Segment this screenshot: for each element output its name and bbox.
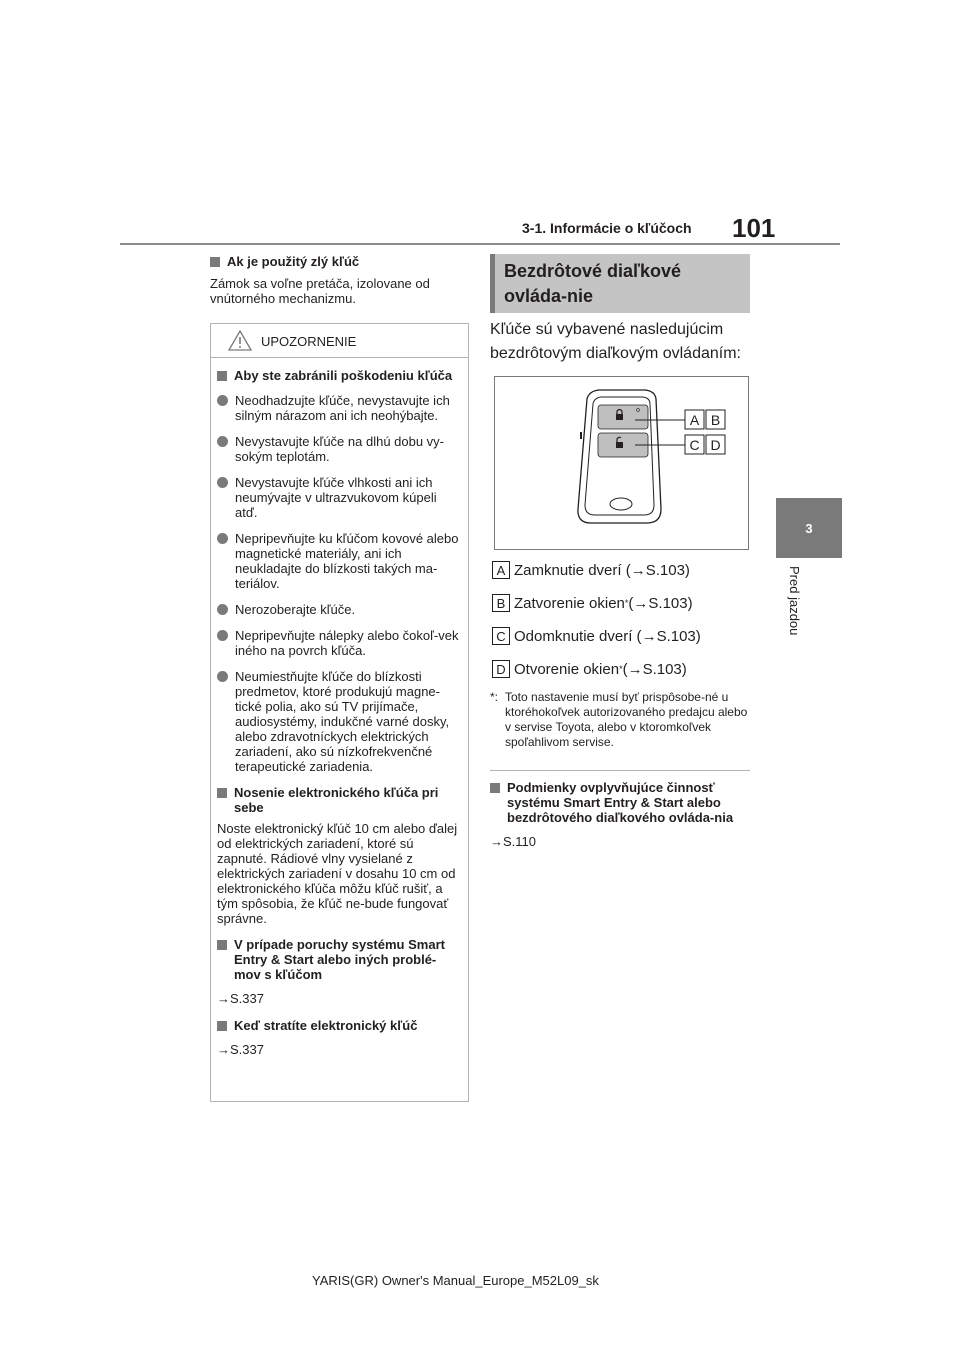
- caution-bullet: [217, 602, 462, 617]
- section-heading: Bezdrôtové diaľkové ovláda-nie: [504, 261, 681, 306]
- legend-text: Odomknutie dverí (: [514, 627, 642, 645]
- damage-heading-text: Aby ste zabránili poškodeniu kľúča: [234, 368, 453, 383]
- caution-bullet: [217, 434, 462, 464]
- carry-heading-text: Nosenie elektronického kľúča pri sebe: [234, 785, 439, 815]
- caution-bullet: [217, 628, 462, 658]
- lost-key-page-link[interactable]: →S.337: [217, 1042, 264, 1057]
- legend-page-link[interactable]: →S.103): [641, 627, 701, 645]
- section-title: 3-1. Informácie o kľúčoch: [522, 220, 692, 236]
- malfunction-heading: [217, 937, 462, 982]
- legend-letter: A: [492, 561, 510, 579]
- header-rule: [120, 243, 840, 245]
- caution-bullet-text: Nevystavujte kľúče vlhkosti ani ich neumývajte v ultrazvukovom kúpeli atď.: [235, 475, 437, 520]
- damage-heading: [217, 368, 462, 383]
- malfunction-heading-text: V prípade poruchy systému Smart Entry & Start alebo iných problé-mov s kľúčom: [234, 937, 445, 982]
- figure-label-b: B: [710, 412, 721, 428]
- square-bullet-icon: [217, 1021, 227, 1031]
- footnote-mark: *:: [490, 690, 499, 704]
- carry-heading: [217, 785, 462, 815]
- square-bullet-icon: [210, 257, 220, 267]
- caution-bullet-text: Neodhadzujte kľúče, nevystavujte ich silným nárazom ani ich neohýbajte.: [235, 393, 450, 423]
- figure-label-d: D: [710, 437, 721, 453]
- legend-page-link[interactable]: (→S.103): [622, 660, 687, 678]
- chapter-title-vertical: [784, 566, 808, 706]
- round-bullet-icon: [217, 604, 228, 615]
- conditions-block: [490, 780, 752, 849]
- caution-bullet-text: Nerozoberajte kľúče.: [235, 602, 356, 617]
- wrong-key-block: [210, 254, 470, 306]
- wrong-key-heading-text: Ak je použitý zlý kľúč: [227, 254, 360, 269]
- caution-title: UPOZORNENIE: [261, 334, 357, 349]
- chapter-title: Pred jazdou: [787, 566, 802, 636]
- round-bullet-icon: [217, 671, 228, 682]
- warning-triangle-icon: [228, 330, 252, 356]
- legend-letter: C: [492, 627, 510, 645]
- legend-text: Zamknutie dverí (: [514, 561, 631, 579]
- chapter-number: 3: [805, 520, 813, 536]
- legend-item-d: [492, 660, 687, 678]
- legend-item-c: [492, 627, 701, 645]
- caution-bullet: [217, 393, 462, 423]
- footnote: [490, 690, 752, 750]
- figure-label-c: C: [689, 437, 700, 453]
- round-bullet-icon: [217, 477, 228, 488]
- caution-bullet-text: Nepripevňujte ku kľúčom kovové alebo magnetické materiály, ani ich neukladajte do blízkosti takých ma-teriálov.: [235, 531, 459, 591]
- legend-item-a: [492, 561, 690, 579]
- page-footer: YARIS(GR) Owner's Manual_Europe_M52L09_sk: [312, 1273, 599, 1288]
- lost-key-heading-text: Keď stratíte elektronický kľúč: [234, 1018, 418, 1033]
- square-bullet-icon: [217, 371, 227, 381]
- legend-page-link[interactable]: (→S.103): [628, 594, 693, 612]
- lost-key-heading: [217, 1018, 462, 1033]
- carry-text: Noste elektronický kľúč 10 cm alebo ďalej od elektrických zariadení, ktoré sú zapnuté. Rádiové vlny vysielané z elektrických zariadení v dosahu 10 cm od elektronického kľúča môžu kľúč rušiť, a tým spôsobia, že kľúč ne-bude fungovať správne.: [217, 821, 458, 926]
- conditions-heading-text: Podmienky ovplyvňujúce činnosť systému Smart Entry & Start alebo bezdrôtového diaľkového ovláda-nia: [507, 780, 734, 825]
- legend-text: Otvorenie okien: [514, 660, 620, 678]
- round-bullet-icon: [217, 436, 228, 447]
- chapter-tab: [776, 498, 842, 558]
- footnote-text: Toto nastavenie musí byť prispôsobe-né u ktoréhokoľvek autorizovaného predajcu alebo v servise Toyota, alebo v ktoromkoľvek spoľahlivom servise.: [505, 690, 748, 749]
- legend-text: Zatvorenie okien: [514, 594, 625, 612]
- caution-box: [210, 323, 469, 1102]
- caution-body: [211, 358, 468, 1057]
- caution-header: [211, 324, 468, 358]
- wrong-key-heading: [210, 254, 470, 269]
- legend-item-b: [492, 594, 693, 612]
- key-fob-figure: [494, 376, 749, 550]
- caution-bullet-text: Nevystavujte kľúče na dlhú dobu vy-sokým teplotám.: [235, 434, 445, 464]
- caution-bullet: [217, 669, 462, 774]
- round-bullet-icon: [217, 395, 228, 406]
- caution-bullet-text: Neumiestňujte kľúče do blízkosti predmetov, ktoré produkujú magne-tické polia, ako sú TV prijímače, audiosystémy, indukčné varné dosky, alebo zdravotníckych elektrických zariadení, ako sú nízkofrekvenčné terapeutické zariadenia.: [235, 669, 450, 774]
- square-bullet-icon: [217, 788, 227, 798]
- wrong-key-text: Zámok sa voľne pretáča, izolovane od vnútorného mechanizmu.: [210, 276, 430, 306]
- intro-text: Kľúče sú vybavené nasledujúcim bezdrôtovým diaľkovým ovládaním:: [490, 321, 741, 362]
- divider: [490, 770, 750, 771]
- square-bullet-icon: [217, 940, 227, 950]
- figure-label-a: A: [689, 412, 700, 428]
- key-fob-illustration: [495, 377, 748, 549]
- conditions-page-link[interactable]: →S.110: [490, 834, 537, 849]
- conditions-heading: [490, 780, 752, 825]
- square-bullet-icon: [490, 783, 500, 793]
- section-heading-bar: [490, 254, 750, 313]
- page-number: 101: [732, 213, 776, 243]
- caution-bullet: [217, 475, 462, 520]
- legend-letter: D: [492, 660, 510, 678]
- round-bullet-icon: [217, 630, 228, 641]
- round-bullet-icon: [217, 533, 228, 544]
- legend-star: *: [624, 598, 629, 608]
- legend-letter: B: [492, 594, 510, 612]
- malfunction-page-link[interactable]: →S.337: [217, 991, 264, 1006]
- legend-star: *: [619, 664, 623, 674]
- legend-page-link[interactable]: →S.103): [630, 561, 690, 579]
- caution-bullet-text: Nepripevňujte nálepky alebo čokoľ-vek iného na povrch kľúča.: [235, 628, 459, 658]
- caution-bullet: [217, 531, 462, 591]
- heading-accent-bar: [490, 254, 495, 313]
